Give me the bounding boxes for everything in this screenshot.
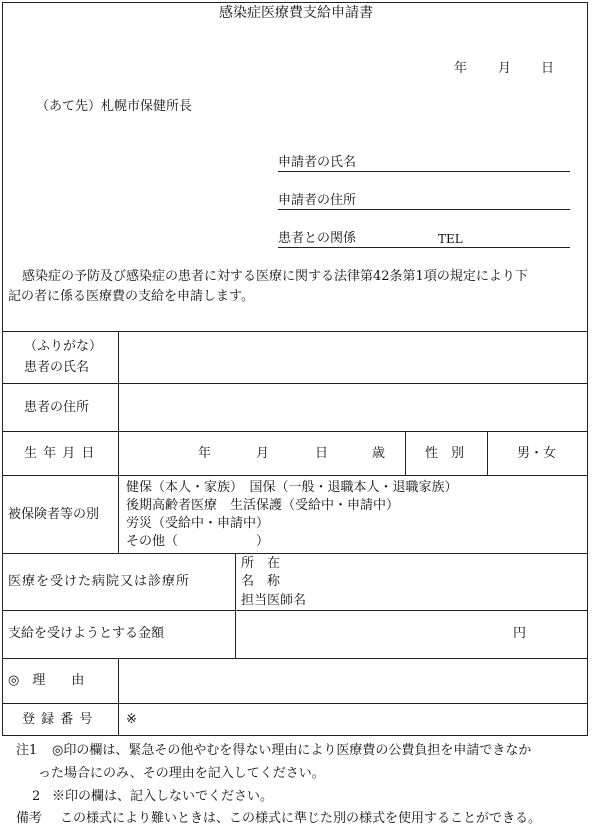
insured-label: 被保険者等の別: [8, 507, 100, 522]
table-col-rule: [235, 553, 236, 658]
patient-address-field[interactable]: [120, 385, 586, 429]
table-rule: [2, 703, 588, 704]
registration-office-mark: ※: [126, 712, 137, 727]
table-rule: [2, 658, 588, 659]
amount-unit: 円: [513, 626, 527, 641]
table-col-rule: [118, 331, 119, 553]
amount-field[interactable]: [237, 612, 513, 656]
insured-option-line-3[interactable]: 労災（受給中・申請中）: [126, 516, 270, 531]
table-rule: [2, 475, 588, 476]
sex-label: 性 別: [425, 446, 465, 461]
furigana-label: （ふりがな）: [24, 339, 103, 354]
date-month: 月: [498, 61, 512, 76]
addressee: （あて先）札幌市保健所長: [36, 99, 193, 114]
birth-date-label: 生 年 月 日: [24, 446, 96, 461]
reason-label: ◎ 理 由: [8, 673, 85, 688]
table-col-rule: [487, 431, 488, 475]
patient-address-label: 患者の住所: [24, 400, 90, 415]
birth-month: 月: [256, 446, 270, 461]
birth-year: 年: [198, 446, 212, 461]
date-year: 年: [454, 61, 468, 76]
note-2-prefix: 2: [32, 789, 41, 804]
applicant-address-label: 申請者の住所: [278, 193, 357, 208]
insured-option-line-1[interactable]: 健保（本人・家族） 国保（一般・退職本人・退職家族）: [126, 480, 458, 495]
insured-option-line-4[interactable]: その他（ ）: [126, 534, 270, 549]
relation-tel-field[interactable]: [278, 246, 570, 248]
applicant-address-field[interactable]: [278, 208, 570, 210]
reason-field[interactable]: [120, 660, 586, 701]
table-rule: [2, 431, 588, 432]
note-2-text: ※印の欄は、記入しないでください。: [52, 789, 274, 804]
insured-option-line-2[interactable]: 後期高齢者医療 生活保護（受給中・申請中）: [126, 498, 400, 513]
table-col-rule: [405, 431, 406, 475]
remark-prefix: 備考: [16, 811, 43, 826]
hospital-name-label[interactable]: 名 称: [241, 574, 281, 589]
note-1-line-1: ◎印の欄は、緊急その他やむを得ない理由により医療費の公費負担を申請できなか: [52, 743, 532, 758]
applicant-name-field[interactable]: [278, 170, 570, 172]
patient-name-field[interactable]: [120, 333, 586, 381]
relation-label: 患者との関係: [278, 231, 357, 246]
statement-line-2: 記の者に係る医療費の支給を申請します。: [8, 289, 254, 304]
date-day: 日: [541, 61, 555, 76]
table-rule: [2, 383, 588, 384]
table-rule: [2, 331, 588, 332]
hospital-label: 医療を受けた病院又は診療所: [8, 574, 191, 589]
table-rule: [2, 610, 588, 611]
hospital-location-label[interactable]: 所 在: [241, 556, 281, 571]
applicant-name-label: 申請者の氏名: [278, 155, 357, 170]
hospital-doctor-label[interactable]: 担当医師名: [241, 593, 307, 608]
note-1-line-2: った場合にのみ、その理由を記入してください。: [38, 766, 325, 781]
statement-line-1: 感染症の予防及び感染症の患者に対する医療に関する法律第42条第1項の規定により下: [22, 269, 528, 284]
age-unit: 歳: [372, 446, 386, 461]
birth-day: 日: [315, 446, 329, 461]
amount-label: 支給を受けようとする金額: [8, 626, 165, 641]
table-rule: [2, 553, 588, 554]
remark-text: この様式により難いときは、この様式に準じた別の様式を使用することができる。: [60, 811, 542, 826]
table-col-rule: [118, 658, 119, 736]
registration-number-label: 登 録 番 号: [22, 712, 94, 727]
tel-label: TEL: [438, 232, 463, 246]
form-title: 感染症医療費支給申請書: [219, 5, 373, 21]
patient-name-label: 患者の氏名: [24, 360, 90, 375]
note-1-prefix: 注1: [16, 743, 38, 758]
sex-options[interactable]: 男・女: [517, 446, 557, 461]
